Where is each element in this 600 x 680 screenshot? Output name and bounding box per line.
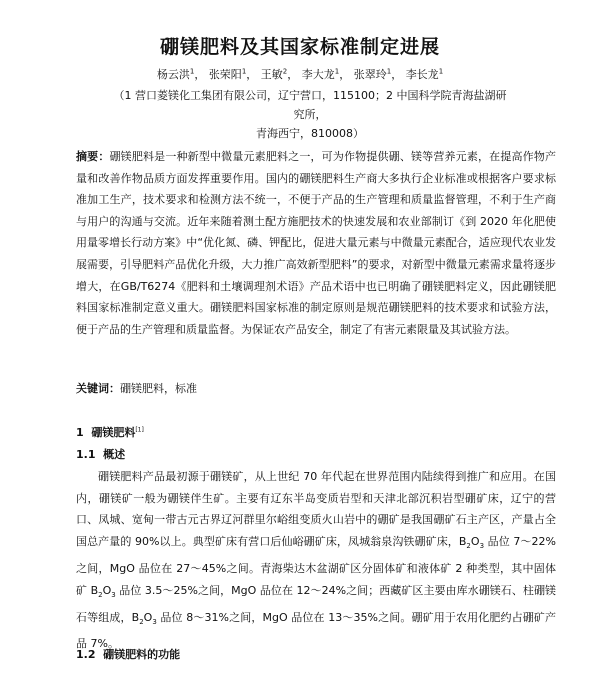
body-text: 硼镁肥料产品最初源于硼镁矿，从上世纪 70 年代起在世界范围内陆续得到推广和应用。在国内，硼镁矿一般为硼镁伴生矿。主要有辽东半岛变质岩型和天津北部沉积岩型硼矿床，辽宁的营口、凤城、宽甸一带古元古界辽河群里尔峪组变质火山岩中的硼矿是我国硼矿石主产区，产量占全国总产量的 90%以上。典型矿床有营口后仙峪硼矿床，凤城翁泉沟铁硼矿床，B	[76, 470, 556, 549]
subscript: 3	[479, 542, 485, 551]
section-number: 1	[76, 426, 84, 439]
author-name: 李大龙	[301, 68, 335, 81]
abstract-label: 摘要：	[76, 150, 110, 163]
citation-ref: [1]	[135, 426, 144, 434]
subscript: 2	[466, 542, 471, 551]
paper-title: 硼镁肥料及其国家标准制定进展	[159, 36, 440, 58]
subsection-number: 1.2	[76, 648, 96, 661]
body-text: O	[470, 535, 480, 549]
affiliation-line: （1 营口菱镁化工集团有限公司，辽宁营口，115100；2 中国科学院青海盐湖研究所，	[113, 89, 507, 121]
affiliations	[110, 86, 510, 143]
subsection-title: 概述	[103, 448, 126, 461]
body-paragraph	[76, 466, 556, 655]
author-affiliation-mark: 2	[282, 67, 288, 76]
section-title: 硼镁肥料	[91, 426, 136, 439]
section-heading	[76, 424, 144, 440]
author-name: 张荣阳	[208, 68, 242, 81]
keywords-text: 硼镁肥料，标准	[120, 382, 197, 395]
body-text: 品位 7～22%之间，MgO 品位在 27～45%之间。青海柴达木盆湖矿区分固体矿和液体矿 2 种类型，其中固体矿 B	[76, 535, 556, 597]
subscript: 3	[111, 590, 116, 599]
subscript: 2	[139, 617, 144, 626]
body-text: O	[143, 610, 153, 624]
abstract	[76, 146, 556, 340]
author-list: 杨云洪$^1$， 张荣阳$^1$， 王敏$^2$， 李大龙$^1$， 张翠玲$^1$， 李长龙$^1$	[156, 67, 444, 81]
author-name: 杨云洪	[156, 68, 190, 81]
subsection-heading	[76, 646, 180, 662]
body-text: 品位 8～31%之间，MgO 品位在 13～35%之间。硼矿用于农用化肥约占硼矿产品 7%。	[76, 610, 556, 651]
author-affiliation-mark: 1	[189, 67, 195, 76]
abstract-text: 硼镁肥料是一种新型中微量元素肥料之一，可为作物提供硼、镁等营养元素，在提高作物产量和改善作物品质方面发挥重要作用。国内的硼镁肥料生产商大多执行企业标准或根据客户要求标准加工生产，技术要求和检测方法不统一，不便于产品的生产管理和质量监督管理，不利于生产商与用户的沟通与交流。近年来随着测土配方施肥技术的快速发展和农业部制订《到 2020 年化肥使用量零增长行动方案》中“优化氮、磷、钾配比，促进大量元素与中微量元素配合，适应现代农业发展需要，引导肥料产品优化升级，大力推广高效新型肥料”的要求，对新型中微量元素需求量将逐步增大，在GB/T6274《肥料和土壤调理剂术语》产品术语中也已明确了硼镁肥料定义，因此硼镁肥料国家标准制定意义重大。硼镁肥料国家标准的制定原则是规范硼镁肥料的技术要求和试验方法，便于产品的生产管理和质量监督。为保证农产品安全，制定了有害元素限量及其试验方法。	[76, 150, 556, 336]
author-name: 王敏	[260, 68, 283, 81]
affiliation-line: 青海西宁，810008）	[256, 127, 364, 140]
author-affiliation-mark: 1	[334, 67, 340, 76]
subscript: 2	[98, 590, 103, 599]
body-text: O	[102, 583, 112, 597]
subsection-number: 1.1	[76, 448, 96, 461]
author-affiliation-mark: 1	[386, 67, 392, 76]
keywords-label: 关键词：	[76, 382, 120, 395]
author-affiliation-mark: 1	[438, 67, 444, 76]
author-affiliation-mark: 1	[241, 67, 247, 76]
subscript: 3	[152, 617, 157, 626]
body-text: 品位 3.5～25%之间，MgO 品位在 12～24%之间；西藏矿区主要由库水硼镁石、柱硼镁石等组成，B	[76, 583, 556, 624]
subsection-title: 硼镁肥料的功能	[103, 648, 181, 661]
subsection-heading	[76, 446, 125, 462]
keywords	[76, 380, 197, 396]
author-name: 李长龙	[405, 68, 439, 81]
author-name: 张翠玲	[353, 68, 387, 81]
